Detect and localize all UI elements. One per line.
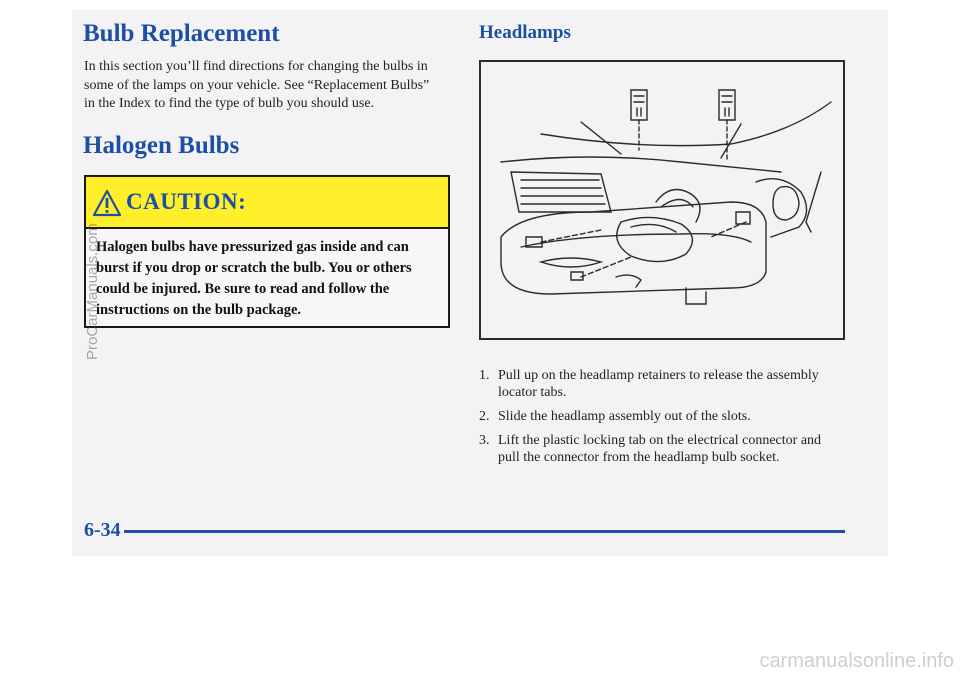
step-text: Lift the plastic locking tab on the electrical connector and pull the connector from the headlamp bulb socket. xyxy=(498,433,822,465)
instruction-steps xyxy=(479,367,839,473)
site-footer[interactable]: carmanualsonline.info xyxy=(759,650,954,672)
step-number: 2. xyxy=(479,409,490,424)
step-number: 1. xyxy=(479,368,490,383)
headlamp-drawing xyxy=(481,62,843,338)
halogen-title: Halogen Bulbs xyxy=(83,132,240,159)
footer-rule xyxy=(124,530,845,533)
caution-box xyxy=(84,175,450,328)
step-item xyxy=(479,432,839,466)
step-number: 3. xyxy=(479,433,490,448)
intro-paragraph: In this section you’ll find directions for changing the bulbs in some of the lamps on your vehicle. See “Replacement Bulbs” in the Index to find the type of bulb you should use. xyxy=(84,59,430,111)
headlamp-assembly-illustration xyxy=(479,60,845,340)
headlamps-title: Headlamps xyxy=(479,22,571,43)
section-title: Bulb Replacement xyxy=(83,20,280,47)
warning-triangle-icon xyxy=(92,189,122,217)
page-number: 6-34 xyxy=(84,519,121,541)
caution-header xyxy=(86,177,448,229)
caution-text: Halogen bulbs have pressurized gas inside and can burst if you drop or scratch the bulb. You or others could be injured. Be sure to read and follow the instructions on the bulb package. xyxy=(96,239,412,318)
step-item xyxy=(479,408,839,425)
step-text: Pull up on the headlamp retainers to release the assembly locator tabs. xyxy=(498,368,819,400)
step-text: Slide the headlamp assembly out of the slots. xyxy=(498,409,751,424)
watermark: ProCarManuals.com xyxy=(84,223,101,360)
caution-label: CAUTION: xyxy=(126,189,247,214)
step-item xyxy=(479,367,839,401)
